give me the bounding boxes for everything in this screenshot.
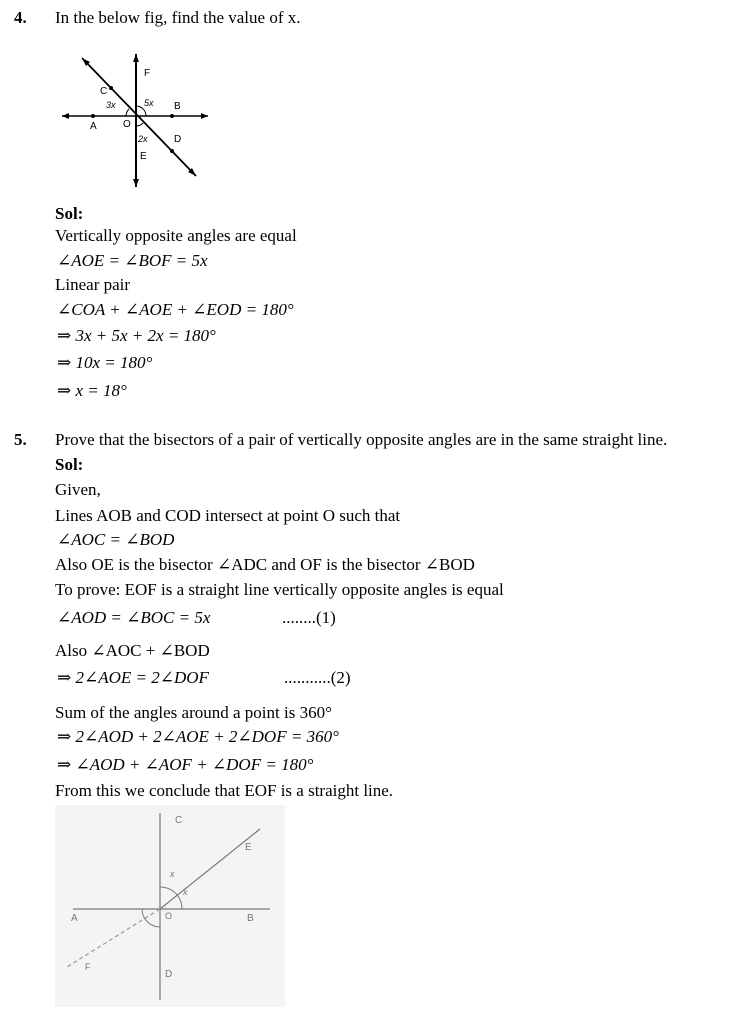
arc-3x bbox=[126, 109, 129, 116]
arrow-b bbox=[201, 113, 208, 119]
q5-line-7: Also ∠AOC + ∠BOD bbox=[55, 641, 210, 660]
label-o: O bbox=[165, 911, 173, 921]
label-2x: 2x bbox=[138, 134, 148, 144]
label-f: F bbox=[144, 68, 151, 79]
q5-line-8: ⇒ 2∠AOE = 2∠DOF bbox=[57, 668, 209, 687]
point-b bbox=[170, 114, 174, 118]
figure-q5 bbox=[55, 805, 285, 1007]
label-e: E bbox=[140, 151, 147, 162]
arrow-e bbox=[133, 179, 139, 187]
label-a: A bbox=[90, 121, 97, 132]
figure-q4-svg bbox=[60, 52, 210, 192]
q5-line-2: Lines AOB and COD intersect at point O such that bbox=[55, 506, 401, 525]
label-b: B bbox=[174, 101, 181, 112]
q5-line-1: Given, bbox=[55, 480, 101, 499]
line-cd bbox=[82, 58, 196, 176]
figure-q4 bbox=[60, 52, 210, 192]
q5-line-11: ⇒ ∠AOD + ∠AOF + ∠DOF = 180° bbox=[57, 755, 314, 774]
label-c: C bbox=[100, 86, 108, 97]
question-number-4: 4. bbox=[14, 8, 27, 27]
label-5x: 5x bbox=[144, 98, 154, 108]
label-x2: x bbox=[183, 887, 188, 897]
q4-line-2: ∠AOE = ∠BOF = 5x bbox=[57, 251, 208, 270]
label-3x: 3x bbox=[106, 100, 116, 110]
q5-line-6: ∠AOD = ∠BOC = 5x bbox=[57, 608, 211, 627]
q5-line-9: Sum of the angles around a point is 360° bbox=[55, 703, 332, 722]
q5-eq-ref-1: ........(1) bbox=[282, 608, 336, 627]
label-c: C bbox=[175, 815, 183, 826]
point-c bbox=[109, 86, 113, 90]
label-a: A bbox=[71, 913, 78, 924]
q4-sol-label: Sol: bbox=[55, 204, 84, 223]
point-a bbox=[91, 114, 95, 118]
arrow-a bbox=[62, 113, 69, 119]
q5-line-4: Also OE is the bisector ∠ADC and OF is the bisector ∠BOD bbox=[55, 555, 475, 574]
label-d: D bbox=[174, 134, 182, 145]
question-4-text: In the below fig, find the value of x. bbox=[55, 8, 301, 27]
arrow-f bbox=[133, 54, 139, 62]
label-d: D bbox=[165, 969, 173, 980]
q4-line-3: Linear pair bbox=[55, 275, 131, 294]
q5-sol-label: Sol: bbox=[55, 455, 84, 474]
question-5-text: Prove that the bisectors of a pair of vertically opposite angles are in the same straight line. bbox=[55, 430, 668, 449]
label-f: F bbox=[85, 962, 91, 972]
q4-line-4: ∠COA + ∠AOE + ∠EOD = 180° bbox=[57, 300, 294, 319]
q5-line-3: ∠AOC = ∠BOD bbox=[57, 530, 175, 549]
point-d bbox=[170, 149, 174, 153]
label-x1: x bbox=[170, 869, 175, 879]
q5-line-10: ⇒ 2∠AOD + 2∠AOE + 2∠DOF = 360° bbox=[57, 727, 339, 746]
q4-line-5: ⇒ 3x + 5x + 2x = 180° bbox=[57, 326, 216, 345]
label-o: O bbox=[123, 119, 131, 130]
label-e: E bbox=[245, 842, 252, 853]
q5-line-12: From this we conclude that EOF is a straight line. bbox=[55, 781, 394, 800]
arc-2x bbox=[136, 123, 143, 126]
q5-line-5: To prove: EOF is a straight line vertically opposite angles is equal bbox=[55, 580, 504, 599]
figure-q5-svg bbox=[55, 805, 285, 1007]
question-number-5: 5. bbox=[14, 430, 27, 449]
q5-eq-ref-2: ...........(2) bbox=[284, 668, 351, 687]
q4-line-7: ⇒ x = 18° bbox=[57, 381, 127, 400]
q4-line-1: Vertically opposite angles are equal bbox=[55, 226, 297, 245]
label-b: B bbox=[247, 913, 254, 924]
q4-line-6: ⇒ 10x = 180° bbox=[57, 353, 153, 372]
